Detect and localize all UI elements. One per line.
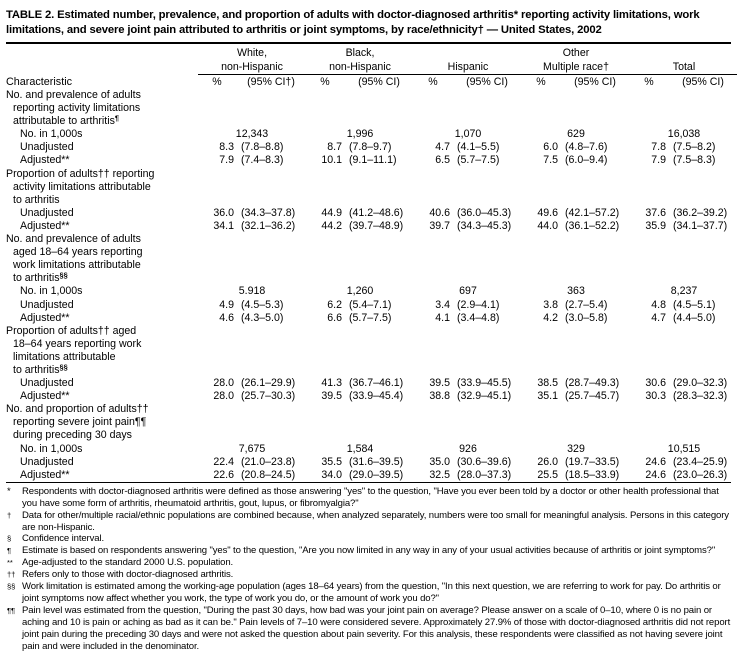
group-black-line1: Black, <box>345 47 375 60</box>
confidence-interval-cell: (2.7–5.4) <box>565 298 608 311</box>
count-cell: 1,584 <box>346 442 374 455</box>
section-heading-row <box>6 338 737 351</box>
footnote-marker: ¶ <box>7 546 11 556</box>
total-pct-header: % <box>644 76 654 88</box>
confidence-interval-cell: (36.2–39.2) <box>673 206 728 219</box>
confidence-interval-cell: (23.4–25.9) <box>673 455 728 468</box>
row-label: Adjusted** <box>20 154 70 167</box>
confidence-interval-cell: (6.0–9.4) <box>565 154 608 167</box>
confidence-interval-cell: (4.1–5.5) <box>457 141 500 154</box>
section-heading-line: during preceding 30 days <box>13 429 132 442</box>
footnote-text: Age-adjusted to the standard 2000 U.S. population. <box>22 557 234 569</box>
table-row <box>6 285 737 298</box>
percent-cell: 38.5 <box>537 377 558 390</box>
section-heading-row <box>6 246 737 259</box>
count-cell: 926 <box>459 442 477 455</box>
confidence-interval-cell: (33.9–45.5) <box>457 377 512 390</box>
confidence-interval-cell: (36.7–46.1) <box>349 377 404 390</box>
section-heading-line: No. and prevalence of adults <box>6 89 141 101</box>
percent-cell: 7.9 <box>219 154 234 167</box>
confidence-interval-cell: (25.7–45.7) <box>565 390 620 403</box>
percent-cell: 4.2 <box>543 311 558 324</box>
confidence-interval-cell: (4.4–5.0) <box>673 311 716 324</box>
confidence-interval-cell: (5.7–7.5) <box>349 311 392 324</box>
group-other-line1: Other <box>562 47 590 60</box>
row-label: Unadjusted <box>20 298 74 311</box>
footnote <box>6 545 731 557</box>
confidence-interval-cell: (30.6–39.6) <box>457 455 512 468</box>
white-ci-header: (95% CI†) <box>247 76 295 88</box>
percent-cell: 6.2 <box>327 298 342 311</box>
group-hispanic-line1 <box>414 47 522 60</box>
confidence-interval-cell: (4.3–5.0) <box>241 311 284 324</box>
row-label: No. in 1,000s <box>20 128 83 141</box>
group-other-line2: Multiple race† <box>522 61 630 75</box>
footnote-text: Work limitation is estimated among the working-age population (ages 18–64 years) from the question, "In this next question, we are referring to work for pay. Do arthritis or joint symptoms now affect whether you work, the type of work you do, or the amount of work you do?" <box>22 581 721 604</box>
footnote <box>6 533 731 545</box>
footnote-text: Refers only to those with doctor-diagnosed arthritis. <box>22 569 234 581</box>
percent-cell: 6.5 <box>435 154 450 167</box>
confidence-interval-cell: (7.5–8.2) <box>673 141 716 154</box>
table-header <box>6 44 737 89</box>
percent-cell: 37.6 <box>645 206 666 219</box>
percent-cell: 49.6 <box>537 206 558 219</box>
footnote-marker: ** <box>7 558 13 568</box>
section-heading-line: to arthritis§§ <box>13 362 68 376</box>
table-row <box>6 456 737 469</box>
section-heading-row <box>6 233 737 246</box>
percent-cell: 10.1 <box>321 154 342 167</box>
confidence-interval-cell: (7.8–9.7) <box>349 141 392 154</box>
section-heading-line: work limitations attributable <box>13 259 141 272</box>
count-cell: 1,996 <box>346 128 374 141</box>
section-heading-row <box>6 272 737 285</box>
confidence-interval-cell: (5.7–7.5) <box>457 154 500 167</box>
confidence-interval-cell: (7.8–8.8) <box>241 141 284 154</box>
percent-cell: 22.4 <box>213 455 234 468</box>
section-heading-line: No. and prevalence of adults <box>6 233 141 246</box>
percent-cell: 36.0 <box>213 206 234 219</box>
confidence-interval-cell: (29.0–32.3) <box>673 377 728 390</box>
percent-cell: 7.9 <box>651 154 666 167</box>
table-row <box>6 469 737 482</box>
percent-cell: 32.5 <box>429 468 450 481</box>
section-heading-row <box>6 351 737 364</box>
percent-cell: 8.7 <box>327 141 342 154</box>
table-row <box>6 390 737 403</box>
percent-cell: 28.0 <box>213 390 234 403</box>
confidence-interval-cell: (33.9–45.4) <box>349 390 404 403</box>
percent-cell: 34.1 <box>213 219 234 232</box>
hispanic-pct-header: % <box>428 76 438 88</box>
percent-cell: 30.3 <box>645 390 666 403</box>
percent-cell: 22.6 <box>213 468 234 481</box>
section-heading-line: to arthritis <box>13 193 60 206</box>
footnote <box>6 581 731 605</box>
percent-cell: 8.3 <box>219 141 234 154</box>
row-label: Adjusted** <box>20 390 70 403</box>
black-ci-header: (95% CI) <box>358 76 400 88</box>
section-heading-footnote-marker: §§ <box>59 362 68 372</box>
group-white-line2: non-Hispanic <box>198 61 306 75</box>
row-label: Adjusted** <box>20 311 70 324</box>
percent-cell: 4.7 <box>435 141 450 154</box>
table-row <box>6 377 737 390</box>
percent-cell: 35.9 <box>645 219 666 232</box>
count-cell: 5.918 <box>238 285 266 298</box>
footnote-marker: §§ <box>7 582 16 592</box>
table-title: TABLE 2. Estimated number, prevalence, and proportion of adults with doctor-diagnosed arthritis* reporting activity limitations, work limitations, and severe joint pain attributed to arthritis or joint symptoms, by race/ethnicity† — United States, 2002 <box>6 9 700 36</box>
table-row <box>6 128 737 141</box>
confidence-interval-cell: (34.3–37.8) <box>241 206 296 219</box>
table-row <box>6 312 737 325</box>
section-heading-line: attributable to arthritis¶ <box>13 113 119 128</box>
confidence-interval-cell: (28.3–32.3) <box>673 390 728 403</box>
section-heading-line: limitations attributable <box>13 350 116 363</box>
section-heading-row <box>6 429 737 442</box>
percent-cell: 24.6 <box>645 468 666 481</box>
table-row <box>6 154 737 167</box>
footnote-marker: † <box>7 510 12 520</box>
confidence-interval-cell: (32.1–36.2) <box>241 219 296 232</box>
footnote-marker: * <box>7 485 11 497</box>
characteristic-column-header: Characteristic <box>6 76 72 88</box>
section-heading-line: No. and proportion of adults†† <box>6 403 149 416</box>
percent-cell: 38.8 <box>429 390 450 403</box>
confidence-interval-cell: (32.9–45.1) <box>457 390 512 403</box>
row-label: Unadjusted <box>20 377 74 390</box>
confidence-interval-cell: (3.4–4.8) <box>457 311 500 324</box>
table-body <box>6 89 737 482</box>
other-pct-header: % <box>536 76 546 88</box>
section-heading-row <box>6 89 737 102</box>
footnote <box>6 486 731 510</box>
group-white-line1: White, <box>236 47 268 60</box>
group-header-line1-row <box>6 47 737 60</box>
confidence-interval-cell: (36.1–52.2) <box>565 219 620 232</box>
section-heading-line: aged 18–64 years reporting <box>13 246 143 259</box>
section-heading-line: 18–64 years reporting work <box>13 337 142 350</box>
percent-cell: 4.1 <box>435 311 450 324</box>
row-label: Unadjusted <box>20 206 74 219</box>
section-heading-row <box>6 259 737 272</box>
column-header-row <box>6 75 737 90</box>
percent-cell: 3.4 <box>435 298 450 311</box>
row-label: No. in 1,000s <box>20 442 83 455</box>
percent-cell: 6.0 <box>543 141 558 154</box>
section-heading-line: reporting activity limitations <box>13 102 141 115</box>
percent-cell: 44.9 <box>321 206 342 219</box>
count-cell: 629 <box>567 128 585 141</box>
confidence-interval-cell: (3.0–5.8) <box>565 311 608 324</box>
percent-cell: 4.9 <box>219 298 234 311</box>
confidence-interval-cell: (25.7–30.3) <box>241 390 296 403</box>
percent-cell: 35.1 <box>537 390 558 403</box>
percent-cell: 39.5 <box>321 390 342 403</box>
percent-cell: 34.0 <box>321 468 342 481</box>
confidence-interval-cell: (4.5–5.1) <box>673 298 716 311</box>
group-hispanic-line2: Hispanic <box>414 61 522 75</box>
percent-cell: 4.7 <box>651 311 666 324</box>
section-heading-row <box>6 403 737 416</box>
footnote <box>6 510 731 534</box>
confidence-interval-cell: (7.4–8.3) <box>241 154 284 167</box>
count-cell: 697 <box>459 285 477 298</box>
percent-cell: 39.7 <box>429 219 450 232</box>
confidence-interval-cell: (21.0–23.8) <box>241 455 296 468</box>
confidence-interval-cell: (29.0–39.5) <box>349 468 404 481</box>
confidence-interval-cell: (31.6–39.5) <box>349 455 404 468</box>
percent-cell: 24.6 <box>645 455 666 468</box>
section-heading-row <box>6 115 737 128</box>
confidence-interval-cell: (36.0–45.3) <box>457 206 512 219</box>
count-cell: 7,675 <box>238 442 266 455</box>
row-label: Unadjusted <box>20 455 74 468</box>
confidence-interval-cell: (9.1–11.1) <box>349 154 397 167</box>
table-bottom-rule <box>6 482 731 483</box>
section-heading-footnote-marker: §§ <box>59 270 68 280</box>
white-pct-header: % <box>212 76 222 88</box>
confidence-interval-cell: (28.7–49.3) <box>565 377 620 390</box>
section-heading-row <box>6 416 737 429</box>
count-cell: 10,515 <box>667 442 701 455</box>
section-heading-row <box>6 181 737 194</box>
percent-cell: 40.6 <box>429 206 450 219</box>
percent-cell: 7.8 <box>651 141 666 154</box>
percent-cell: 44.2 <box>321 219 342 232</box>
count-cell: 8,237 <box>670 285 698 298</box>
table-row <box>6 141 737 154</box>
confidence-interval-cell: (5.4–7.1) <box>349 298 392 311</box>
section-heading-line: reporting severe joint pain¶¶ <box>13 416 147 429</box>
table-row <box>6 299 737 312</box>
arthritis-statistics-table <box>6 44 737 482</box>
footnote <box>6 569 731 581</box>
percent-cell: 25.5 <box>537 468 558 481</box>
footnote-text: Estimate is based on respondents answering "yes" to the question, "Are you now limited in any way in any of your usual activities because of arthritis or joint symptoms?" <box>22 545 716 557</box>
group-total-line1 <box>630 47 737 60</box>
footnote-marker: ¶¶ <box>7 605 15 615</box>
confidence-interval-cell: (42.1–57.2) <box>565 206 620 219</box>
footnote-marker: § <box>7 534 12 544</box>
group-total-line2: Total <box>630 61 737 75</box>
count-cell: 1,260 <box>346 285 374 298</box>
count-cell: 16,038 <box>667 128 701 141</box>
table-row <box>6 220 737 233</box>
confidence-interval-cell: (39.7–48.9) <box>349 219 404 232</box>
other-ci-header: (95% CI) <box>574 76 616 88</box>
percent-cell: 28.0 <box>213 377 234 390</box>
section-heading-row <box>6 325 737 338</box>
confidence-interval-cell: (28.0–37.3) <box>457 468 512 481</box>
total-ci-header: (95% CI) <box>682 76 724 88</box>
confidence-interval-cell: (2.9–4.1) <box>457 298 500 311</box>
confidence-interval-cell: (41.2–48.6) <box>349 206 404 219</box>
hispanic-ci-header: (95% CI) <box>466 76 508 88</box>
footnote <box>6 605 731 653</box>
percent-cell: 39.5 <box>429 377 450 390</box>
count-cell: 329 <box>567 442 585 455</box>
row-label: Adjusted** <box>20 219 70 232</box>
section-heading-line: Proportion of adults†† reporting <box>6 167 155 180</box>
count-cell: 1,070 <box>454 128 482 141</box>
section-heading-line: Proportion of adults†† aged <box>6 324 137 337</box>
confidence-interval-cell: (23.0–26.3) <box>673 468 728 481</box>
confidence-interval-cell: (34.3–45.3) <box>457 219 512 232</box>
confidence-interval-cell: (4.8–7.6) <box>565 141 608 154</box>
footnote <box>6 557 731 569</box>
confidence-interval-cell: (19.7–33.5) <box>565 455 620 468</box>
footnote-text: Confidence interval. <box>22 533 104 545</box>
section-heading-line: activity limitations attributable <box>13 180 151 193</box>
confidence-interval-cell: (26.1–29.9) <box>241 377 296 390</box>
row-label: Adjusted** <box>20 468 70 481</box>
percent-cell: 44.0 <box>537 219 558 232</box>
percent-cell: 41.3 <box>321 377 342 390</box>
percent-cell: 7.5 <box>543 154 558 167</box>
section-heading-row <box>6 364 737 377</box>
black-pct-header: % <box>320 76 330 88</box>
percent-cell: 26.0 <box>537 455 558 468</box>
row-label: No. in 1,000s <box>20 285 83 298</box>
footnote-marker: †† <box>7 570 16 580</box>
percent-cell: 4.6 <box>219 311 234 324</box>
footnotes-block <box>6 486 731 653</box>
confidence-interval-cell: (34.1–37.7) <box>673 219 728 232</box>
table-row <box>6 443 737 456</box>
percent-cell: 6.6 <box>327 311 342 324</box>
count-cell: 12,343 <box>235 128 269 141</box>
percent-cell: 4.8 <box>651 298 666 311</box>
footnote-text: Pain level was estimated from the question, "During the past 30 days, how bad was your joint pain on average? Please answer on a scale of 0–10, where 0 is no pain or aching and 10 is pain or aching as bad as it can be." Pain levels of 7–10 were considered severe. Approximately 27.9% of those with doctor-diagnosed arthritis did not report joint pain during the preceding 30 days and were not asked the question about pain severity. For this analysis, these respondents were classified as not having severe joint pain and were included in the denominator. <box>22 604 731 652</box>
footnote-text: Data for other/multiple racial/ethnic populations are combined because, when analyzed separately, numbers were too small for meaningful analysis. Persons in this category are non-Hispanic. <box>22 509 729 533</box>
confidence-interval-cell: (18.5–33.9) <box>565 468 620 481</box>
percent-cell: 3.8 <box>543 298 558 311</box>
table-row <box>6 207 737 220</box>
section-heading-row <box>6 168 737 181</box>
row-label: Unadjusted <box>20 141 74 154</box>
group-black-line2: non-Hispanic <box>306 61 414 75</box>
group-header-line2-row <box>6 61 737 75</box>
section-heading-footnote-marker: ¶ <box>114 113 119 123</box>
section-heading-line: to arthritis§§ <box>13 270 68 285</box>
count-cell: 363 <box>567 285 585 298</box>
footnote-text: Respondents with doctor-diagnosed arthritis were defined as those answering "yes" to the question, "Have you ever been told by a doctor or other health professional that you have some form of arthritis, rheumatoid arthritis, gout, lupus, or fibromyalgia?" <box>22 485 719 509</box>
percent-cell: 35.0 <box>429 455 450 468</box>
confidence-interval-cell: (7.5–8.3) <box>673 154 716 167</box>
percent-cell: 30.6 <box>645 377 666 390</box>
confidence-interval-cell: (20.8–24.5) <box>241 468 296 481</box>
section-heading-row <box>6 194 737 207</box>
percent-cell: 35.5 <box>321 455 342 468</box>
confidence-interval-cell: (4.5–5.3) <box>241 298 284 311</box>
